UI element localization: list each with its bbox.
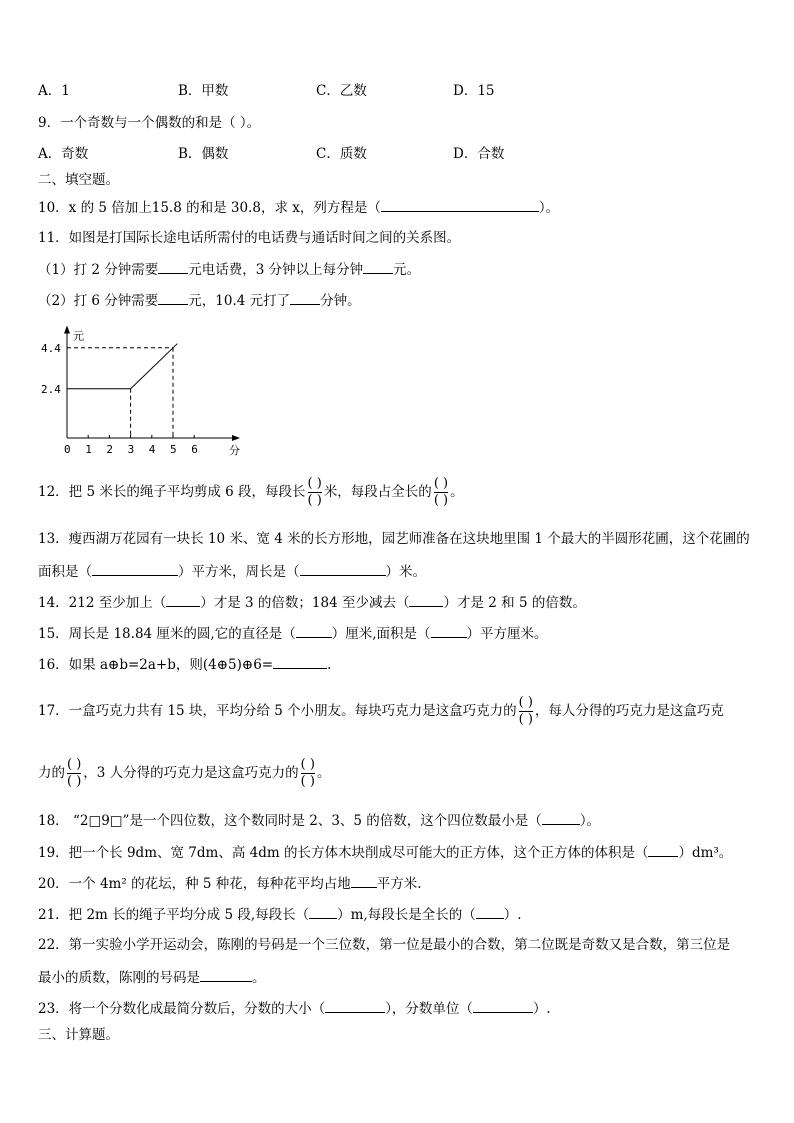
q21-blank-2 xyxy=(476,905,504,919)
q23-text-c: ）. xyxy=(532,1001,551,1017)
q17-line2 xyxy=(38,753,330,793)
section-heading-fill-blank: 二、填空题。 xyxy=(38,172,119,188)
q20-blank xyxy=(351,874,377,888)
q17-fraction-2 xyxy=(67,757,81,790)
q16-text-a: 16．如果 a⊕b=2a+b，则(4⊕5)⊕6= xyxy=(38,657,274,673)
q22-line2 xyxy=(38,968,266,987)
q11-part1-blank2 xyxy=(363,260,393,274)
q17-text-a: 17．一盒巧克力共有 15 块，平均分给 5 个小朋友。每块巧克力是这盒巧克力的 xyxy=(38,703,517,719)
x-tick-label-4: 4 xyxy=(148,443,156,456)
q9-option-a: A．奇数 xyxy=(38,146,89,162)
q14-blank-1 xyxy=(166,593,200,607)
q11-part2-a: （2）打 6 分钟需要 xyxy=(38,293,159,309)
q9-option-b: B．偶数 xyxy=(178,146,229,162)
q17-fraction-3 xyxy=(301,757,315,790)
y-axis-arrow xyxy=(64,326,70,334)
q13-blank-perimeter xyxy=(300,562,386,576)
q20 xyxy=(38,874,422,893)
x-tick-label-3: 3 xyxy=(127,443,135,456)
q13-blank-area xyxy=(92,562,178,576)
q11-part2-b: 元，10.4 元打了 xyxy=(188,293,291,309)
q17-text-e: 。 xyxy=(316,765,331,781)
q21-text-c: ）. xyxy=(503,907,522,923)
q19-text-a: 19．把一个长 9dm、宽 7dm、高 4dm 的长方体木块削成尽可能大的正方体，这个正方体的体积是（ xyxy=(38,845,649,861)
q8-option-b: B．甲数 xyxy=(178,83,229,99)
q15 xyxy=(38,624,548,643)
q13-line1: 13．瘦西湖万花园有一块长 10 米、宽 4 米的长方形地，园艺师准备在这块地里围 1 个最大的半圆形花圃，这个花圃的 xyxy=(38,531,750,547)
q20-text-a: 20．一个 4m² 的花坛，种 5 种花，每种花平均占地 xyxy=(38,876,351,892)
q14 xyxy=(38,593,586,612)
q18-text-b: ）。 xyxy=(579,813,601,829)
q17-fraction-2-numerator: ( ) xyxy=(67,757,82,772)
q12-fraction-1 xyxy=(308,476,322,509)
q12 xyxy=(38,472,464,512)
q12-fraction-2-numerator: ( ) xyxy=(433,476,449,491)
q16-text-b: . xyxy=(327,657,332,673)
q15-blank-2 xyxy=(431,624,467,638)
q17-text-b: ，每人分得的巧克力是这盒巧克 xyxy=(534,703,724,719)
q20-text-b: 平方米. xyxy=(376,876,422,892)
q12-fraction-1-numerator: ( ) xyxy=(307,476,322,491)
q10-blank xyxy=(381,198,539,212)
q13-line2 xyxy=(38,562,426,581)
q23-blank-2 xyxy=(473,999,533,1013)
q11-part1-c: 元。 xyxy=(393,262,421,278)
x-tick-label-5: 5 xyxy=(170,443,177,456)
q12-fraction-2 xyxy=(434,476,448,509)
q18-blank xyxy=(542,811,580,825)
x-axis-arrow xyxy=(232,435,240,441)
q8-option-d: D．15 xyxy=(453,83,495,99)
y-axis-label: 元 xyxy=(73,329,84,343)
section-heading-calculation: 三、计算题。 xyxy=(38,1027,119,1043)
q22-blank xyxy=(200,968,252,982)
q9-option-c: C．质数 xyxy=(316,146,367,162)
q12-text-a: 12．把 5 米长的绳子平均剪成 6 段，每段长 xyxy=(38,484,306,500)
q18 xyxy=(38,811,600,830)
q11-part1-blank1 xyxy=(158,260,188,274)
q17-fraction-2-denominator: ( ) xyxy=(67,774,82,789)
q12-text-c: 。 xyxy=(450,484,464,500)
q23-text-b: ），分数单位（ xyxy=(385,1001,473,1017)
q15-text-b: ）厘米,面积是（ xyxy=(331,626,431,642)
x-tick-label-0: 0 xyxy=(64,443,71,456)
q11-part1 xyxy=(38,260,420,279)
q19-blank xyxy=(648,843,678,857)
q17-fraction-1 xyxy=(519,695,533,728)
q12-text-b: 米，每段占全长的 xyxy=(323,484,432,500)
x-axis-label: 分 xyxy=(229,444,240,457)
q12-fraction-1-denominator: ( ) xyxy=(307,493,322,508)
q8-option-a: A．1 xyxy=(38,83,70,99)
q11-text: 11．如图是打国际长途电话所需付的电话费与通话时间之间的关系图。 xyxy=(38,230,461,246)
q19-text-b: ）dm³。 xyxy=(678,845,733,861)
q17-fraction-1-numerator: ( ) xyxy=(518,695,533,710)
fee-line xyxy=(67,344,177,389)
q11-part2-blank1 xyxy=(158,291,188,305)
q10-text-end: ）。 xyxy=(538,200,560,216)
q17-line1 xyxy=(38,691,724,731)
q17-fraction-1-denominator: ( ) xyxy=(518,712,533,727)
y-tick-label-4.4: 4.4 xyxy=(41,341,61,355)
q18-text-a: 18． “2□9□”是一个四位数，这个数同时是 2、3、5 的倍数，这个四位数最小是（ xyxy=(38,813,542,829)
q23-blank-1 xyxy=(325,999,385,1013)
q11-part2-blank2 xyxy=(290,291,320,305)
q11-part1-a: （1）打 2 分钟需要 xyxy=(38,262,159,278)
q22-text-a: 最小的质数，陈刚的号码是 xyxy=(38,970,200,986)
x-tick-label-2: 2 xyxy=(106,443,114,456)
q21 xyxy=(38,905,522,924)
q9-text: 9．一个奇数与一个偶数的和是（ ）。 xyxy=(38,115,261,131)
q9-option-d: D．合数 xyxy=(453,146,505,162)
phone-fee-chart xyxy=(30,318,240,460)
q17-text-d: ，3 人分得的巧克力是这盒巧克力的 xyxy=(83,765,299,781)
q17-fraction-3-denominator: ( ) xyxy=(300,774,315,789)
y-tick-label-2.4: 2.4 xyxy=(41,382,61,396)
q19 xyxy=(38,843,732,862)
q16-blank xyxy=(273,655,327,669)
q15-text-c: ）平方厘米。 xyxy=(466,626,548,642)
q22-text-b: 。 xyxy=(252,970,266,986)
q23-text-a: 23．将一个分数化成最简分数后，分数的大小（ xyxy=(38,1001,326,1017)
q15-text-a: 15．周长是 18.84 厘米的圆,它的直径是（ xyxy=(38,626,296,642)
q11-part2-c: 分钟。 xyxy=(320,293,361,309)
q15-blank-1 xyxy=(296,624,332,638)
q21-text-a: 21．把 2m 长的绳子平均分成 5 段,每段长（ xyxy=(38,907,310,923)
q10-text: 10．x 的 5 倍加上15.8 的和是 30.8，求 x，列方程是（ xyxy=(38,200,381,216)
q11-part1-b: 元电话费，3 分钟以上每分钟 xyxy=(188,262,364,278)
q13-text-a: 面积是（ xyxy=(38,564,92,580)
q21-text-b: ）m,每段长是全长的（ xyxy=(337,907,476,923)
q13-text-b: ）平方米，周长是（ xyxy=(178,564,300,580)
q14-text-c: ）才是 2 和 5 的倍数。 xyxy=(443,595,586,611)
q14-blank-2 xyxy=(409,593,443,607)
x-tick-label-6: 6 xyxy=(191,443,198,456)
q10 xyxy=(38,198,559,217)
q11-part2 xyxy=(38,291,361,310)
q16 xyxy=(38,655,331,674)
q12-fraction-2-denominator: ( ) xyxy=(433,493,449,508)
q14-text-b: ）才是 3 的倍数；184 至少减去（ xyxy=(200,595,410,611)
x-tick-label-1: 1 xyxy=(85,443,92,456)
q14-text-a: 14．212 至少加上（ xyxy=(38,595,167,611)
q17-text-c: 力的 xyxy=(38,765,65,781)
q23 xyxy=(38,999,551,1018)
q8-option-c: C．乙数 xyxy=(316,83,367,99)
q21-blank-1 xyxy=(309,905,337,919)
q22-line1: 22．第一实验小学开运动会，陈刚的号码是一个三位数，第一位是最小的合数，第二位既是奇数又是合数，第三位是 xyxy=(38,937,731,953)
q17-fraction-3-numerator: ( ) xyxy=(300,757,315,772)
q13-text-c: ）米。 xyxy=(385,564,426,580)
